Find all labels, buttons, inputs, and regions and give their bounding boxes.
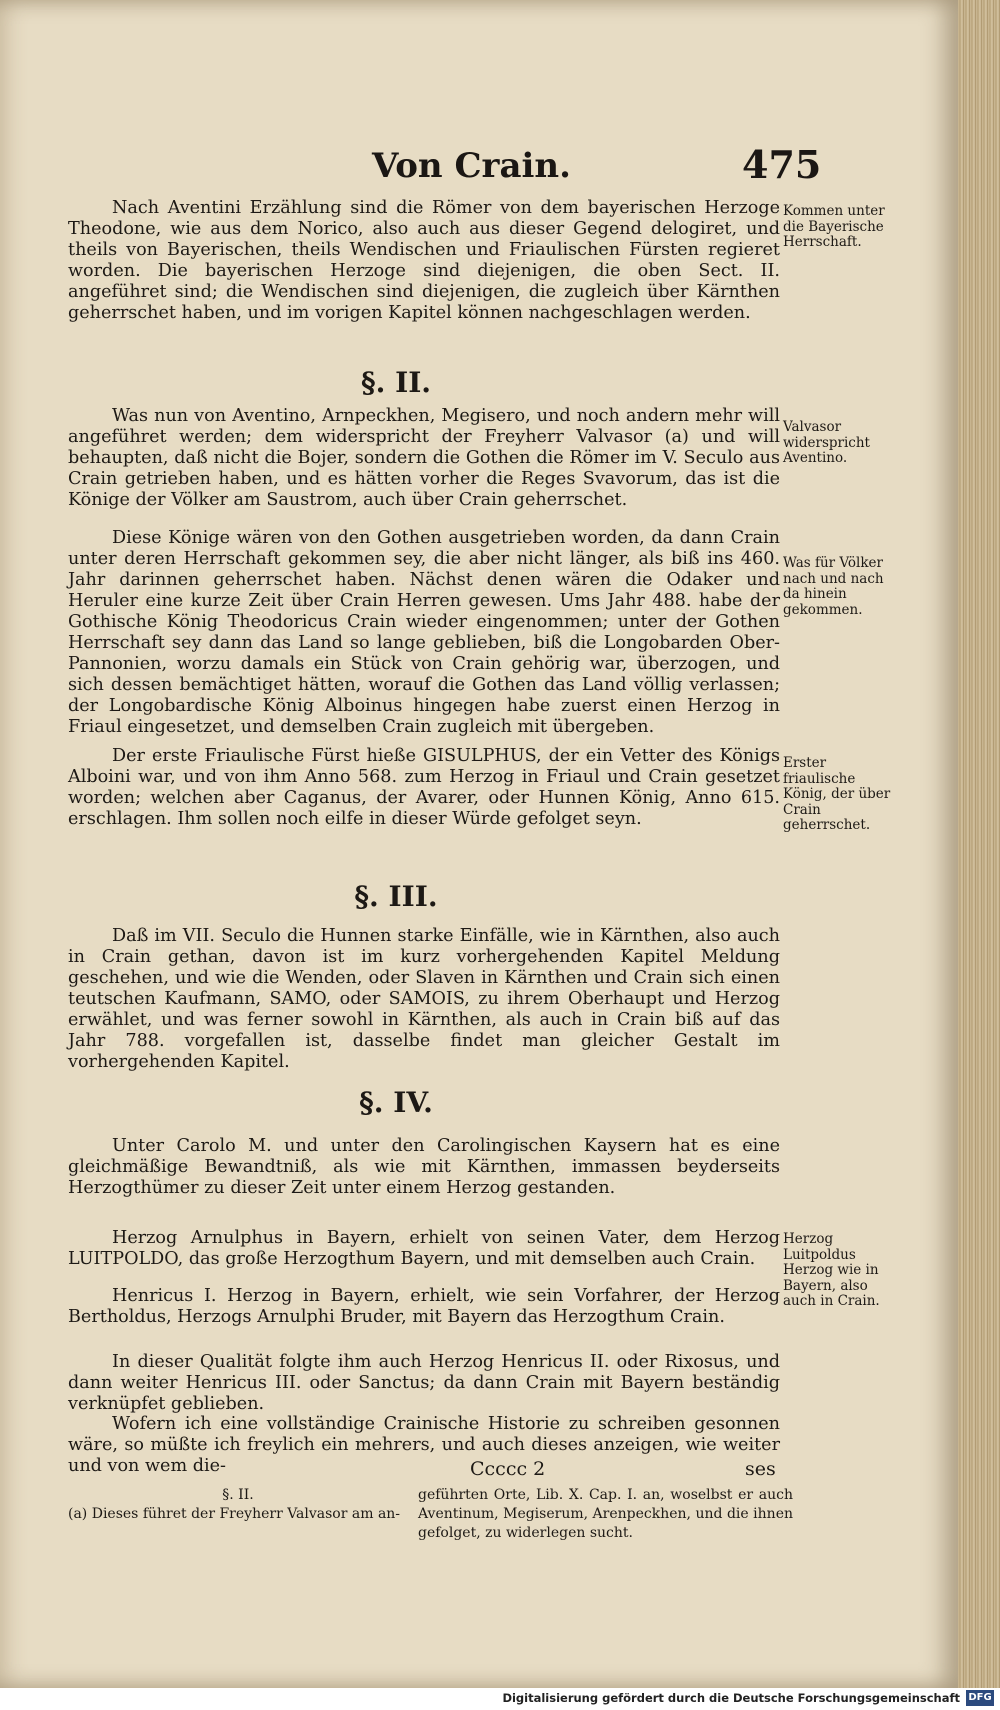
section-heading-3: §. III. bbox=[354, 880, 438, 913]
paragraph-3-block bbox=[68, 528, 780, 738]
paragraph-2-block bbox=[68, 406, 780, 511]
margin-note-1: Kommen unter die Bayerische Herrschaft. bbox=[783, 203, 885, 250]
paragraph-4-block bbox=[68, 746, 780, 830]
footnote-a-continuation: geführten Orte, Lib. X. Cap. I. an, woselbst er auch Aventinum, Megiserum, Arenpeckhen, und die ihnen gefolget, zu widerlegen sucht. bbox=[418, 1487, 793, 1541]
book-page-edges bbox=[958, 0, 1000, 1688]
footnote-left bbox=[68, 1486, 408, 1524]
running-title: Von Crain. bbox=[372, 146, 571, 186]
section-heading-4: §. IV. bbox=[359, 1086, 433, 1119]
paragraph-5-block bbox=[68, 926, 780, 1073]
paragraph-4: Der erste Friaulische Fürst hieße GISULPHUS, der ein Vetter des Königs Alboini war, und von ihm Anno 568. zum Herzog in Friaul und Crain gesetzet worden; welchen aber Caganus, der Avarer, oder Hunnen König, Anno 615. erschlagen. Ihm sollen noch eilfe in dieser Würde gefolget seyn. bbox=[68, 746, 780, 829]
margin-note-5: Herzog Luitpoldus Herzog wie in Bayern, also auch in Crain. bbox=[783, 1231, 880, 1309]
paragraph-9-block bbox=[68, 1352, 780, 1415]
scan-credit-bar bbox=[0, 1688, 1000, 1710]
margin-note-2: Valvasor widerspricht Aventino. bbox=[783, 419, 870, 466]
paragraph-5: Daß im VII. Seculo die Hunnen starke Einfälle, wie in Kärnthen, also auch in Crain gethan, davon ist im kurz vorhergehenden Kapitel Meldung geschehen, und wie die Wenden, oder Slaven in Kärnthen und Crain sich einen teutschen Kaufmann, SAMO, oder SAMOIS, zu ihrem Oberhaupt und Herzog erwählet, und was ferner sowohl in Kärnthen, als auch in Crain biß auf das Jahr 788. vorgefallen ist, dasselbe findet man gleicher Gestalt im vorhergehenden Kapitel. bbox=[68, 926, 780, 1072]
footnote-right bbox=[418, 1486, 793, 1543]
paragraph-3: Diese Könige wären von den Gothen ausgetrieben worden, da dann Crain unter deren Herrschaft gekommen sey, die aber nicht länger, als biß ins 460. Jahr darinnen geherrschet haben. Nächst denen wären die Odaker und Heruler eine kurze Zeit über Crain Herren gewesen. Ums Jahr 488. habe der Gothische König Theodoricus Crain wieder eingenommen; unter der Gothen Herrschaft sey dann das Land so lange geblieben, biß die Longobarden Ober-Pannonien, worzu damals ein Stück von Crain gehörig war, überzogen, und sich dessen bemächtiget hätten, worauf die Gothen das Land völlig verlassen; der Longobardische König Alboinus hingegen habe zuerst einen Herzog in Friaul eingesetzet, und demselben Crain zugleich mit übergeben. bbox=[68, 528, 780, 737]
paragraph-10-block bbox=[68, 1414, 780, 1477]
scan-credit-text: Digitalisierung gefördert durch die Deutsche Forschungsgemeinschaft bbox=[502, 1691, 960, 1705]
paragraph-9: In dieser Qualität folgte ihm auch Herzog Henricus II. oder Rixosus, und dann weiter Henricus III. oder Sanctus; da dann Crain mit Bayern beständig verknüpfet geblieben. bbox=[68, 1352, 780, 1414]
signature-mark: Ccccc 2 bbox=[470, 1458, 546, 1480]
footnote-section-ref: §. II. bbox=[222, 1487, 254, 1503]
catchword: ses bbox=[745, 1458, 776, 1480]
paragraph-7-block bbox=[68, 1228, 780, 1270]
paragraph-2: Was nun von Aventino, Arnpeckhen, Megisero, und noch andern mehr will angeführet werden; dem widerspricht der Freyherr Valvasor (a) und will behaupten, daß nicht die Bojer, sondern die Gothen die Römer im V. Seculo aus Crain getrieben haben, und es hätten vorher die Reges Svavorum, das ist die Könige der Völker am Saustrom, auch über Crain geherrschet. bbox=[68, 406, 780, 510]
paragraph-10: Wofern ich eine vollständige Crainische Historie zu schreiben gesonnen wäre, so müßte ich freylich ein mehrers, und auch dieses anzeigen, wie weiter und von wem die- bbox=[68, 1414, 780, 1476]
page-number: 475 bbox=[742, 142, 822, 187]
paragraph-6-block bbox=[68, 1136, 780, 1199]
paragraph-7: Herzog Arnulphus in Bayern, erhielt von seinen Vater, dem Herzog LUITPOLDO, das große Herzogthum Bayern, und mit demselben auch Crain. bbox=[68, 1228, 780, 1269]
paragraph-8: Henricus I. Herzog in Bayern, erhielt, wie sein Vorfahrer, der Herzog Bertholdus, Herzogs Arnulphi Bruder, mit Bayern das Herzogthum Crain. bbox=[68, 1286, 780, 1327]
paragraph-8-block bbox=[68, 1286, 780, 1328]
paragraph-1-block bbox=[68, 198, 780, 324]
footnote-a-start: (a) Dieses führet der Freyherr Valvasor am an- bbox=[68, 1506, 401, 1522]
dfg-logo-icon: DFG bbox=[966, 1690, 994, 1706]
section-heading-2: §. II. bbox=[360, 366, 432, 399]
paragraph-1: Nach Aventini Erzählung sind die Römer von dem bayerischen Herzoge Theodone, wie aus dem Norico, also auch aus dieser Gegend delogiret, und theils von Bayerischen, theils Wendischen und Friaulischen Fürsten regieret worden. Die bayerischen Herzoge sind diejenigen, die oben Sect. II. angeführet sind; die Wendischen sind diejenigen, die zugleich über Kärnthen geherrschet haben, und im vorigen Kapitel können nachgeschlagen werden. bbox=[68, 198, 780, 323]
margin-note-4: Erster friaulische König, der über Crain geherrschet. bbox=[783, 755, 891, 833]
paragraph-6: Unter Carolo M. und unter den Carolingischen Kaysern hat es eine gleichmäßige Bewandtniß, als wie mit Kärnthen, immassen beyderseits Herzogthümer zu dieser Zeit unter einem Herzog gestanden. bbox=[68, 1136, 780, 1198]
page-header bbox=[60, 142, 822, 196]
margin-note-3: Was für Völker nach und nach da hinein gekommen. bbox=[783, 555, 884, 618]
